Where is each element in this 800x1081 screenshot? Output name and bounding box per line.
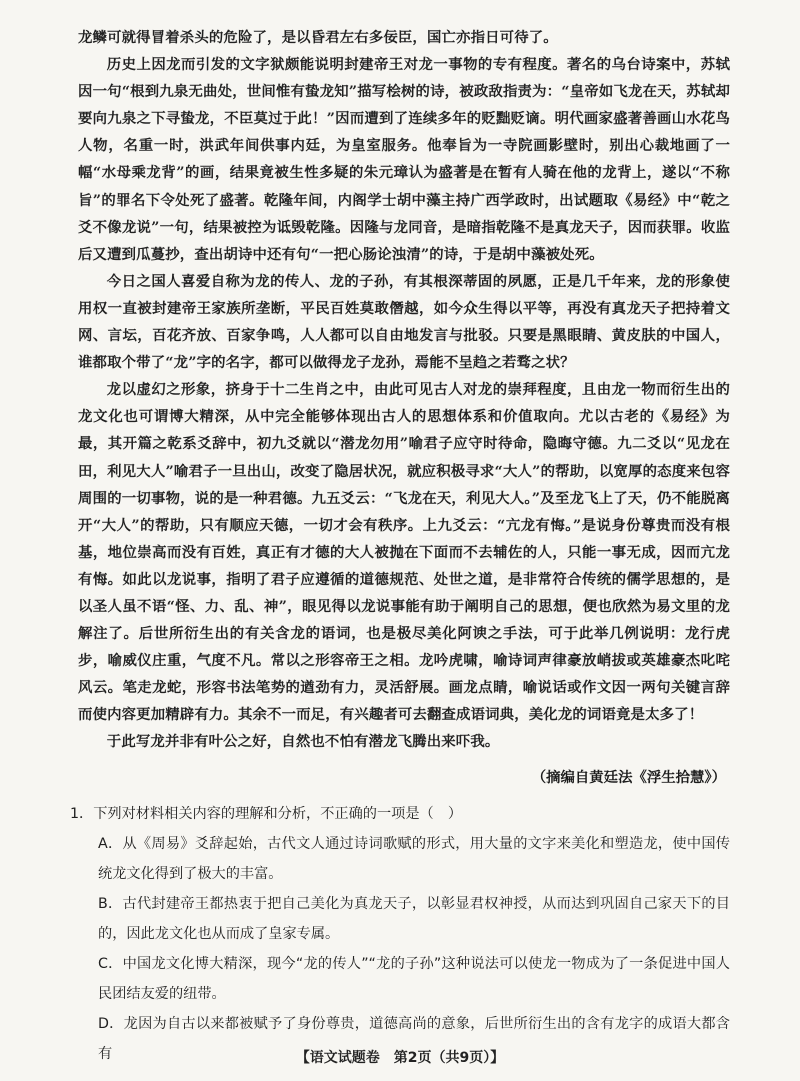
option-b: B．古代封建帝王都热衷于把自己美化为真龙天子，以彰显君权神授，从而达到巩固自己家天下的目的，因此龙文化也从而成了皇家专属。 bbox=[98, 895, 730, 942]
question-stem: 1．下列对材料相关内容的理解和分析，不正确的一项是（ ） bbox=[70, 805, 463, 822]
passage-paragraph: 龙鳞可就得冒着杀头的危险了，是以昏君左右多佞臣，国亡亦指日可待了。 bbox=[78, 29, 558, 46]
passage-paragraph: 于此写龙并非有叶公之好，自然也不怕有潜龙飞腾出来吓我。 bbox=[106, 733, 500, 751]
page-footer: 【语文试题卷 第2页（共9页）】 bbox=[295, 1050, 505, 1066]
reading-passage bbox=[78, 24, 730, 756]
passage-paragraph: 今日之国人喜爱自称为龙的传人、龙的子孙，有其根深蒂固的夙愿，正是几千年来，龙的形象使用权一直被封建帝王家族所垄断，平民百姓莫敢僭越，如今众生得以平等，再没有真龙天子把持着文网、言坛，百花齐放、百家争鸣，人人都可以自由地发言与批驳。只要是黑眼睛、黄皮肤的中国人，谁都取个带了“龙”字的名字，都可以做得龙子龙孙，焉能不呈趋之若骛之状？ bbox=[78, 272, 730, 372]
option-d: D．龙因为自古以来都被赋予了身份尊贵，道德高尚的意象，后世所衍生出的含有龙字的成语大都含有 bbox=[98, 1015, 730, 1062]
passage-paragraph: 龙以虚幻之形象，挤身于十二生肖之中，由此可见古人对龙的崇拜程度，且由龙一物而衍生出的龙文化也可谓博大精深，从中完全能够体现出古人的思想体系和价值取向。尤以古老的《易经》为最，其开篇之乾系爻辞中，初九爻就以“潜龙勿用”喻君子应守时待命，隐晦守德。九二爻以“见龙在田，利见大人”喻君子一旦出山，改变了隐居状况，就应积极寻求“大人”的帮助，以宽厚的态度来包容周围的一切事物，说的是一种君德。九五爻云：“飞龙在天，利见大人。”及至龙飞上了天，仍不能脱离开“大人”的帮助，只有顺应天德，一切才会有秩序。上九爻云：“亢龙有悔。”是说身份尊贵而没有根基，地位崇高而没有百姓，真正有才德的大人被抛在下面而不去辅佐的人，只能一事无成，因而亢龙有悔。如此以龙说事，指明了君子应遵循的道德规范、处世之道，是非常符合传统的儒学思想的，是以圣人虽不语“怪、力、乱、神”，眼见得以龙说事能有助于阐明自己的思想，便也欣然为易文里的龙解注了。后世所衍生出的有关含龙的语词，也是极尽美化阿谀之手法，可于此举几例说明：龙行虎步，喻威仪庄重，气度不凡。常以之形容帝王之相。龙吟虎啸，喻诗词声律豪放峭拔或英雄豪杰叱咤风云。笔走龙蛇，形容书法笔势的遒劲有力，灵活舒展。画龙点睛，喻说话或作文因一两句关键言辞而使内容更加精辟有力。其余不一而足，有兴趣者可去翻查成语词典，美化龙的词语竟是太多了！ bbox=[78, 381, 730, 724]
option-c: C．中国龙文化博大精深，现今“龙的传人”“龙的子孙”这种说法可以使龙一物成为了一条促进中国人民团结友爱的纽带。 bbox=[98, 955, 730, 1002]
passage-source: （摘编自黄廷法《浮生拾慧》） bbox=[531, 768, 726, 786]
question-block bbox=[70, 799, 730, 1069]
passage-paragraph: 历史上因龙而引发的文字狱颇能说明封建帝王对龙一事物的专有程度。著名的乌台诗案中，苏轼因一句“根到九泉无曲处，世间惟有蛰龙知”描写桧树的诗，被政敌指责为：“皇帝如飞龙在天，苏轼却要向九泉之下寻蛰龙，不臣莫过于此！”因而遭到了连续多年的贬黜贬谪。明代画家盛著善画山水花鸟人物，名重一时，洪武年间供事内廷，为皇室服务。他奉旨为一寺院画影壁时，别出心裁地画了一幅“水母乘龙背”的画，结果竟被生性多疑的朱元璋认为盛著是在暂有人骑在他的龙背上，遂以“不称旨”的罪名下令处死了盛著。乾隆年间，内阁学士胡中藻主持广西学政时，出试题取《易经》中“乾之爻不像龙说”一句，结果被控为诋毁乾隆。因隆与龙同音，是暗指乾隆不是真龙天子，因而获罪。收监后又遭到瓜蔓抄，查出胡诗中还有句“一把心肠论浊清”的诗，于是胡中藻被处死。 bbox=[78, 56, 730, 263]
option-a: A．从《周易》爻辞起始，古代文人通过诗词歌赋的形式，用大量的文字来美化和塑造龙，使中国传统龙文化得到了极大的丰富。 bbox=[98, 835, 730, 882]
